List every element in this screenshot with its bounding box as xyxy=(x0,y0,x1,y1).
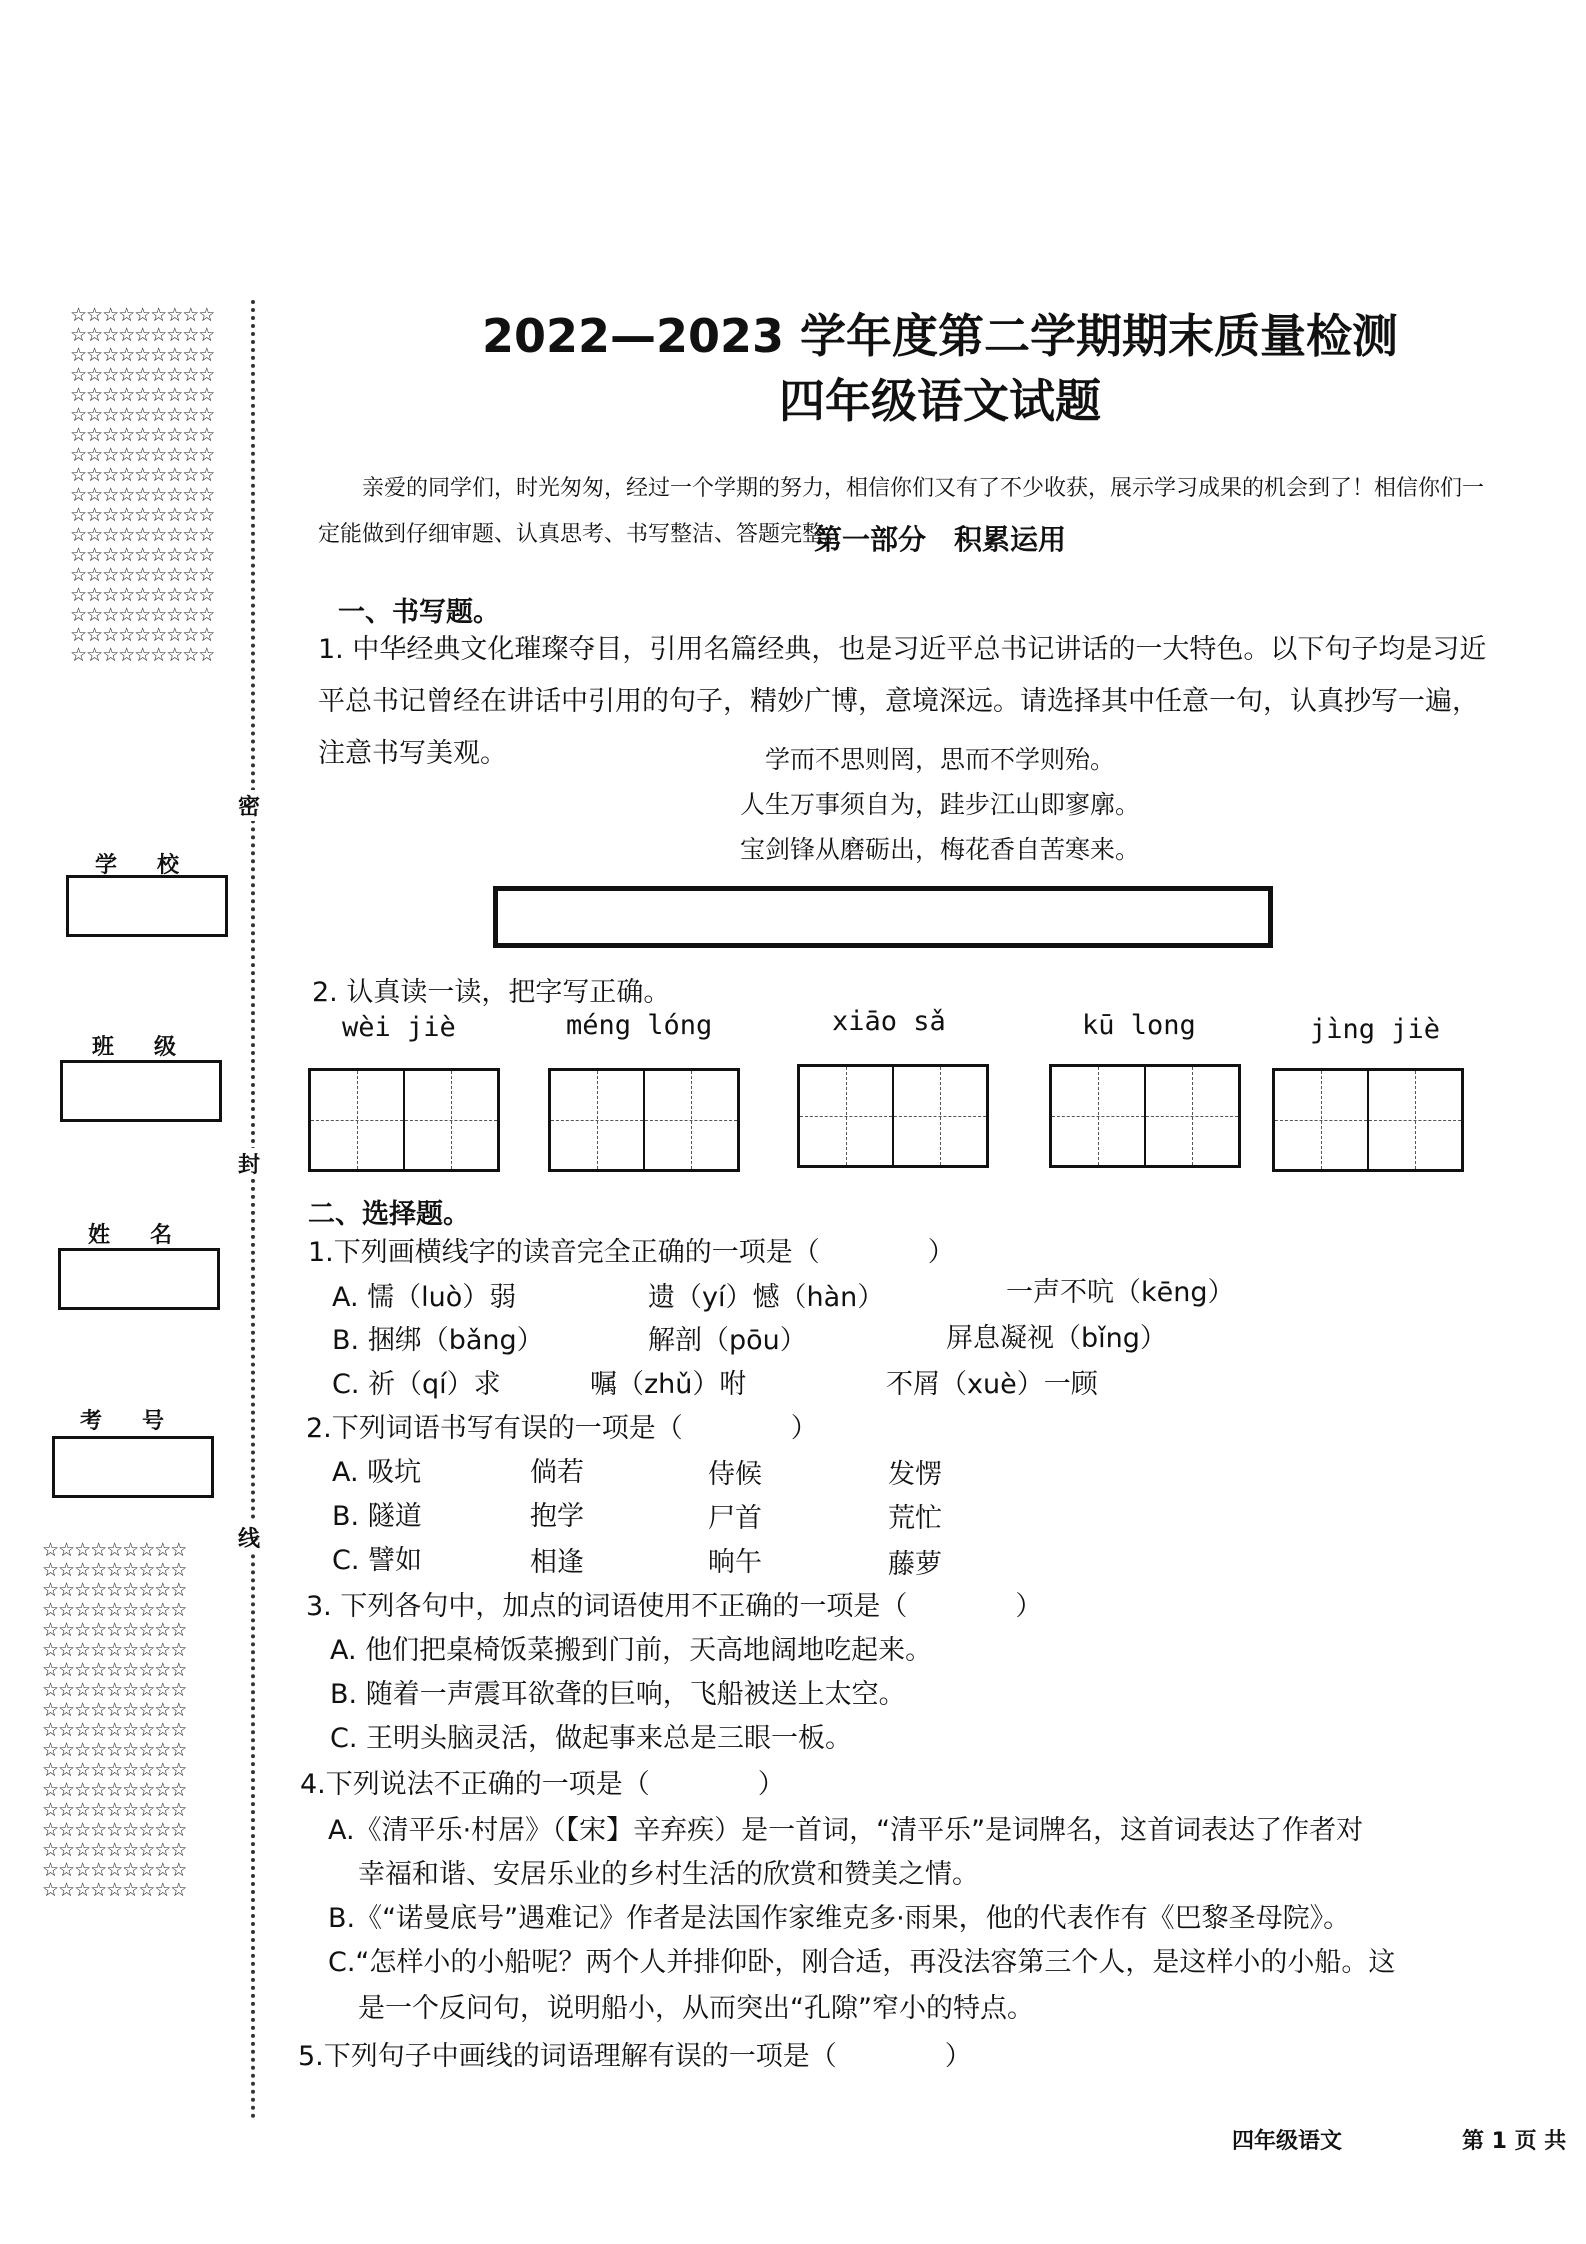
footer-subject: 四年级语文 xyxy=(1232,2129,1343,2154)
option: 侍候 xyxy=(708,1459,762,1490)
option: 嘱（zhǔ）咐 xyxy=(590,1369,747,1400)
tian-grid-answer[interactable] xyxy=(308,1068,500,1172)
option: 幸福和谐、安居乐业的乡村生活的欣赏和赞美之情。 xyxy=(358,1859,979,1890)
pinyin-prompt: méng lóng xyxy=(566,1010,713,1041)
exam-number-field[interactable] xyxy=(52,1436,214,1498)
copy-writing-box[interactable] xyxy=(493,886,1273,948)
option: 不屑（xuè）一顾 xyxy=(886,1369,1098,1400)
decorative-stars-top: ☆☆☆☆☆☆☆☆☆☆☆☆☆☆☆☆☆☆☆☆☆☆☆☆☆☆☆☆☆☆☆☆☆☆☆☆☆☆☆☆☆☆☆☆☆☆☆☆☆☆☆☆☆☆☆☆☆☆☆☆☆☆☆☆☆☆☆☆☆☆☆☆☆☆☆☆☆☆☆☆☆☆☆☆☆☆☆☆☆☆☆☆☆☆☆☆☆☆☆☆☆☆☆☆☆☆☆☆☆☆☆☆☆☆☆☆☆☆☆☆☆☆☆☆☆☆☆☆☆☆☆☆☆☆☆☆☆☆☆☆☆☆☆☆☆☆☆☆☆☆☆☆☆☆☆☆☆☆☆☆☆☆ xyxy=(70,305,215,666)
exam-number-label: 考号 xyxy=(80,1409,205,1434)
option: 尸首 xyxy=(708,1503,762,1534)
option: B. 隧道 xyxy=(332,1501,422,1532)
question-2-3: 3. 下列各句中，加点的词语使用不正确的一项是（ ） xyxy=(306,1591,1043,1622)
option: 解剖（pōu） xyxy=(648,1325,807,1356)
school-field[interactable] xyxy=(66,875,228,937)
section2-heading: 二、选择题。 xyxy=(308,1199,470,1230)
question-2-4: 4.下列说法不正确的一项是（ ） xyxy=(300,1769,785,1800)
pinyin-prompt: wèi jiè xyxy=(342,1012,456,1043)
name-label: 姓名 xyxy=(88,1223,213,1248)
question-2-2: 2.下列词语书写有误的一项是（ ） xyxy=(306,1413,818,1444)
pinyin-prompt: kū long xyxy=(1082,1010,1196,1041)
option: C.“怎样小的小船呢？两个人并排仰卧，刚合适，再没法容第三个人，是这样小的小船。这 xyxy=(328,1947,1396,1978)
tian-grid-answer[interactable] xyxy=(1049,1064,1241,1168)
binding-mark-seal: 封 xyxy=(238,1148,260,1179)
tian-grid-answer[interactable] xyxy=(548,1068,740,1172)
option: 一声不吭（kēng） xyxy=(1006,1277,1235,1308)
part-heading: 第一部分 积累运用 xyxy=(813,523,1066,556)
question-2-1: 1.下列画横线字的读音完全正确的一项是（ ） xyxy=(308,1237,955,1268)
name-field[interactable] xyxy=(58,1248,220,1310)
option: A. 吸坑 xyxy=(332,1457,422,1488)
option: B.《“诺曼底号”遇难记》作者是法国作家维克多·雨果，他的代表作有《巴黎圣母院》。 xyxy=(328,1903,1351,1934)
poem-line: 宝剑锋从磨砺出，梅花香自苦寒来。 xyxy=(739,835,1140,864)
school-label: 学校 xyxy=(95,853,220,878)
option: 遗（yí）憾（hàn） xyxy=(648,1282,885,1313)
option: A. 懦（luò）弱 xyxy=(332,1282,517,1313)
tian-grid-answer[interactable] xyxy=(797,1064,989,1168)
option: 荒忙 xyxy=(888,1503,942,1534)
class-label: 班级 xyxy=(92,1035,217,1060)
class-field[interactable] xyxy=(60,1060,222,1122)
pinyin-prompt: xiāo sǎ xyxy=(832,1006,946,1037)
binding-mark-seal: 密 xyxy=(238,790,260,821)
tian-grid-answer[interactable] xyxy=(1272,1068,1464,1172)
binding-mark-line: 线 xyxy=(238,1522,260,1553)
option: 抱学 xyxy=(530,1501,584,1532)
option: 发愣 xyxy=(888,1459,942,1490)
binding-dotted-line xyxy=(251,300,255,2120)
poem-line: 人生万事须自为，跬步江山即寥廓。 xyxy=(739,790,1140,819)
option: 是一个反问句，说明船小，从而突出“孔隙”窄小的特点。 xyxy=(358,1993,1034,2024)
option: A.《清平乐·村居》（【宋】辛弃疾）是一首词，“清平乐”是词牌名，这首词表达了作者对 xyxy=(328,1815,1364,1846)
option: 晌午 xyxy=(708,1547,762,1578)
question-2-5: 5.下列句子中画线的词语理解有误的一项是（ ） xyxy=(298,2041,972,2072)
pinyin-prompt: jìng jiè xyxy=(1310,1014,1441,1045)
option: A. 他们把桌椅饭菜搬到门前，天高地阔地吃起来。 xyxy=(330,1635,933,1666)
decorative-stars-bottom: ☆☆☆☆☆☆☆☆☆☆☆☆☆☆☆☆☆☆☆☆☆☆☆☆☆☆☆☆☆☆☆☆☆☆☆☆☆☆☆☆☆☆☆☆☆☆☆☆☆☆☆☆☆☆☆☆☆☆☆☆☆☆☆☆☆☆☆☆☆☆☆☆☆☆☆☆☆☆☆☆☆☆☆☆☆☆☆☆☆☆☆☆☆☆☆☆☆☆☆☆☆☆☆☆☆☆☆☆☆☆☆☆☆☆☆☆☆☆☆☆☆☆☆☆☆☆☆☆☆☆☆☆☆☆☆☆☆☆☆☆☆☆☆☆☆☆☆☆☆☆☆☆☆☆☆☆☆☆☆☆☆☆ xyxy=(42,1540,187,1901)
poem-line: 学而不思则罔，思而不学则殆。 xyxy=(764,745,1115,774)
option: C. 譬如 xyxy=(332,1545,423,1576)
option: C. 王明头脑灵活，做起事来总是三眼一板。 xyxy=(330,1723,853,1754)
page-subtitle: 四年级语文试题 xyxy=(779,374,1101,428)
option: 屏息凝视（bǐng） xyxy=(946,1323,1167,1354)
section1-heading: 一、书写题。 xyxy=(338,597,500,628)
question-1-1: 1. 中华经典文化璀璨夺目，引用名篇经典，也是习近平总书记讲话的一大特色。以下句子均是习近平总书记曾经在讲话中引用的句子，精妙广博，意境深远。请选择其中任意一句，认真抄写一遍，注意书写美观。 xyxy=(318,634,1487,769)
intro-paragraph: 亲爱的同学们，时光匆匆，经过一个学期的努力，相信你们又有了不少收获，展示学习成果的机会到了！相信你们一定能做到仔细审题、认真思考、书写整洁、答题完整。 xyxy=(318,476,1485,547)
option: 藤萝 xyxy=(888,1549,942,1580)
question-1-2: 2. 认真读一读，把字写正确。 xyxy=(312,977,671,1008)
option: 相逢 xyxy=(530,1547,584,1578)
option: B. 捆绑（bǎng） xyxy=(332,1325,544,1356)
option: 倘若 xyxy=(530,1457,584,1488)
option: C. 祈（qí）求 xyxy=(332,1369,501,1400)
page-title: 2022—2023 学年度第二学期期末质量检测 xyxy=(481,309,1399,363)
footer-page-number: 第 1 页 共 xyxy=(1462,2129,1567,2154)
option: B. 随着一声震耳欲聋的巨响，飞船被送上太空。 xyxy=(330,1679,906,1710)
